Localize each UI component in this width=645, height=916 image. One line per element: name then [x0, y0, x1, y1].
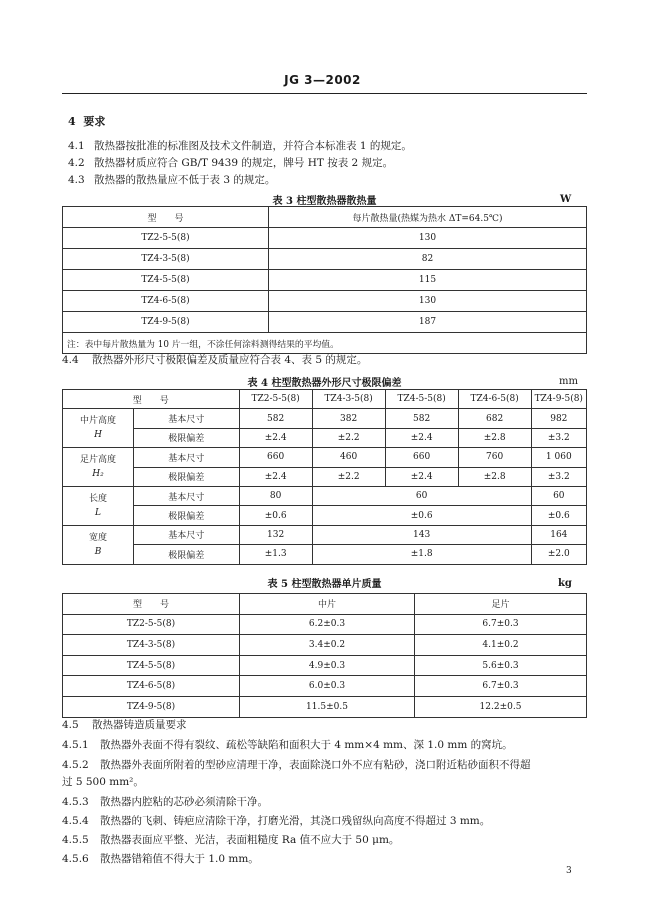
table-row: [63, 655, 587, 676]
clause-4-4: [62, 352, 367, 367]
group-name: 中片高度: [79, 416, 116, 427]
section-number: 4: [68, 115, 76, 128]
table-row: [63, 428, 587, 447]
clause-4-5-5: [62, 832, 399, 847]
clause-number: 4.5.2: [62, 759, 89, 771]
section-title: 要求: [83, 115, 106, 128]
table-cell: ±1.8: [312, 545, 531, 564]
clause-text: 散热器外形尺寸极限偏差及质量应符合表 4、表 5 的规定。: [92, 354, 368, 366]
table3-caption: 表 3 柱型散热器散热量: [272, 196, 377, 207]
table-row: [63, 409, 587, 428]
table3-header-heat: 每片散热量(热媒为热水 ΔT=64.5℃): [269, 207, 587, 228]
clause-text: 散热器按批准的标准图及技术文件制造，并符合本标准表 1 的规定。: [94, 140, 412, 152]
table-row: [63, 614, 587, 635]
table-cell: 582: [239, 409, 312, 428]
table-cell: ±2.4: [385, 428, 458, 447]
row-label: 极限偏差: [134, 467, 240, 486]
table-cell: 460: [312, 448, 385, 467]
table-cell: 5.6±0.3: [415, 655, 587, 676]
table4-group-mid: [63, 409, 134, 448]
clause-4-5: [62, 717, 187, 732]
table5-header-model: 型 号: [63, 594, 240, 615]
table-cell: 11.5±0.5: [240, 696, 415, 717]
table-row: [63, 676, 587, 697]
table-cell: 6.2±0.3: [240, 614, 415, 635]
clause-4-5-1: [62, 737, 513, 752]
table-cell: 130: [269, 228, 587, 249]
table-cell: TZ4-9-5(8): [63, 312, 269, 333]
clause-text: 散热器的散热量应不低于表 3 的规定。: [94, 174, 276, 186]
clause-number: 4.5.3: [62, 796, 89, 808]
table-cell: 60: [312, 486, 531, 505]
table-cell: 582: [385, 409, 458, 428]
table-cell: 660: [385, 448, 458, 467]
table4-group-length: [63, 486, 134, 525]
table-cell: TZ4-6-5(8): [63, 676, 240, 697]
row-label: 基本尺寸: [134, 448, 240, 467]
table-row: [63, 228, 587, 249]
table4-unit: mm: [559, 376, 578, 387]
page-header: JG 3—2002: [284, 73, 361, 87]
table-cell: ±0.6: [239, 506, 312, 525]
row-label: 基本尺寸: [134, 409, 240, 428]
table4-model-header: TZ2-5-5(8): [239, 390, 312, 409]
table5-caption: 表 5 柱型散热器单片质量: [267, 579, 382, 590]
clause-4-5-6: [62, 851, 259, 866]
table-cell: ±1.3: [239, 545, 312, 564]
row-label: 极限偏差: [134, 428, 240, 447]
clause-4-5-2: [62, 757, 531, 772]
table-cell: 660: [239, 448, 312, 467]
clause-number: 4.1: [68, 140, 85, 152]
clause-number: 4.4: [62, 354, 79, 366]
table5-header-foot: 足片: [415, 594, 587, 615]
clause-number: 4.3: [68, 174, 85, 186]
table4-model-header: TZ4-9-5(8): [531, 390, 586, 409]
clause-4-5-4: [62, 813, 490, 828]
table-cell: ±2.4: [239, 467, 312, 486]
table-cell: ±2.8: [458, 467, 531, 486]
clause-text: 散热器外表面不得有裂纹、疏松等缺陷和面积大于 4 mm×4 mm、深 1.0 mm 的窝坑。: [100, 739, 513, 751]
table-cell: ±3.2: [531, 467, 586, 486]
table-cell: TZ4-3-5(8): [63, 249, 269, 270]
clause-text: 散热器表面应平整、光洁，表面粗糙度 Ra 值不应大于 50 μm。: [100, 834, 400, 846]
table-row: [63, 448, 587, 467]
table3: [62, 206, 587, 354]
table-cell: ±2.0: [531, 545, 586, 564]
clause-4-3: [68, 172, 275, 187]
table4-model-header: TZ4-6-5(8): [458, 390, 531, 409]
table5: [62, 593, 587, 718]
clause-number: 4.5.5: [62, 834, 89, 846]
table-cell: 3.4±0.2: [240, 635, 415, 656]
table-row: [63, 635, 587, 656]
table-row: [63, 249, 587, 270]
group-symbol: L: [95, 507, 101, 518]
clause-number: 4.5.1: [62, 739, 89, 751]
table-cell: 6.0±0.3: [240, 676, 415, 697]
header-rule: [62, 93, 587, 94]
table-cell: TZ4-5-5(8): [63, 655, 240, 676]
table-cell: ±0.6: [312, 506, 531, 525]
group-symbol: B: [94, 546, 102, 557]
table-cell: TZ4-3-5(8): [63, 635, 240, 656]
table-cell: 382: [312, 409, 385, 428]
table-cell: TZ2-5-5(8): [63, 614, 240, 635]
clause-text: 散热器铸造质量要求: [92, 719, 187, 731]
table-cell: TZ4-5-5(8): [63, 270, 269, 291]
row-label: 基本尺寸: [134, 486, 240, 505]
table-cell: 682: [458, 409, 531, 428]
group-name: 长度: [88, 493, 107, 504]
table-row: [63, 291, 587, 312]
table-cell: 80: [239, 486, 312, 505]
table-cell: 1 060: [531, 448, 586, 467]
clause-4-2: [68, 155, 393, 170]
table-cell: 12.2±0.5: [415, 696, 587, 717]
row-label: 极限偏差: [134, 545, 240, 564]
table-cell: 4.9±0.3: [240, 655, 415, 676]
table-cell: 187: [269, 312, 587, 333]
table-cell: TZ4-9-5(8): [63, 696, 240, 717]
table-cell: 130: [269, 291, 587, 312]
table-cell: 982: [531, 409, 586, 428]
clause-number: 4.5.4: [62, 815, 89, 827]
table-cell: 60: [531, 486, 586, 505]
table-row: [63, 312, 587, 333]
table-cell: ±2.2: [312, 428, 385, 447]
table-cell: ±2.8: [458, 428, 531, 447]
table-cell: 115: [269, 270, 587, 291]
table4-caption: 表 4 柱型散热器外形尺寸极限偏差: [247, 378, 402, 389]
row-label: 基本尺寸: [134, 525, 240, 544]
table4: [62, 389, 587, 565]
table-row: [63, 467, 587, 486]
table-cell: 4.1±0.2: [415, 635, 587, 656]
table4-model-header: TZ4-3-5(8): [312, 390, 385, 409]
clause-text: 散热器外表面所附着的型砂应清理干净，表面除浇口外不应有粘砂，浇口附近粘砂面积不得超: [100, 759, 531, 771]
table-cell: TZ2-5-5(8): [63, 228, 269, 249]
table-cell: ±3.2: [531, 428, 586, 447]
clause-number: 4.5.6: [62, 853, 89, 865]
clause-text: 散热器错箱值不得大于 1.0 mm。: [100, 853, 259, 865]
table-cell: 143: [312, 525, 531, 544]
table-cell: 164: [531, 525, 586, 544]
clause-number: 4.5: [62, 719, 79, 731]
table-cell: 6.7±0.3: [415, 676, 587, 697]
group-symbol: H₂: [92, 469, 104, 480]
table-row: [63, 545, 587, 564]
table-cell: TZ4-6-5(8): [63, 291, 269, 312]
table-cell: ±2.4: [239, 428, 312, 447]
table3-note-row: [63, 333, 587, 354]
clause-4-1: [68, 138, 412, 153]
table-row: [63, 486, 587, 505]
clause-text: 散热器内腔粘的芯砂必须清除干净。: [100, 796, 268, 808]
table5-unit: kg: [558, 578, 572, 589]
table-cell: 6.7±0.3: [415, 614, 587, 635]
table-row: [63, 696, 587, 717]
row-label: 极限偏差: [134, 506, 240, 525]
clause-4-5-3: [62, 794, 268, 809]
table3-note: 注：表中每片散热量为 10 片一组，不涂任何涂料测得结果的平均值。: [63, 333, 587, 354]
table5-header-mid: 中片: [240, 594, 415, 615]
group-name: 足片高度: [79, 455, 116, 466]
table-cell: ±2.4: [385, 467, 458, 486]
table3-header-model: 型 号: [63, 207, 269, 228]
page-number: 3: [566, 866, 572, 876]
table3-unit: W: [560, 194, 572, 205]
table-cell: 132: [239, 525, 312, 544]
table-row: [63, 506, 587, 525]
clause-text: 过 5 500 mm²。: [62, 776, 144, 788]
table-cell: 82: [269, 249, 587, 270]
section-heading: [68, 113, 105, 129]
clause-number: 4.2: [68, 157, 85, 169]
group-symbol: H: [94, 430, 102, 441]
table-cell: ±0.6: [531, 506, 586, 525]
table-cell: 760: [458, 448, 531, 467]
table4-header-model: 型 号: [63, 390, 240, 409]
table-row: [63, 525, 587, 544]
table4-group-width: [63, 525, 134, 564]
clause-4-5-2-cont: [62, 774, 144, 789]
table-cell: ±2.2: [312, 467, 385, 486]
table-row: [63, 270, 587, 291]
clause-text: 散热器材质应符合 GB/T 9439 的规定，牌号 HT 按表 2 规定。: [94, 157, 394, 169]
clause-text: 散热器的飞刺、铸疤应清除干净，打磨光滑，其浇口残留纵向高度不得超过 3 mm。: [100, 815, 491, 827]
table4-model-header: TZ4-5-5(8): [385, 390, 458, 409]
table4-group-foot: [63, 448, 134, 487]
group-name: 宽度: [88, 532, 107, 543]
